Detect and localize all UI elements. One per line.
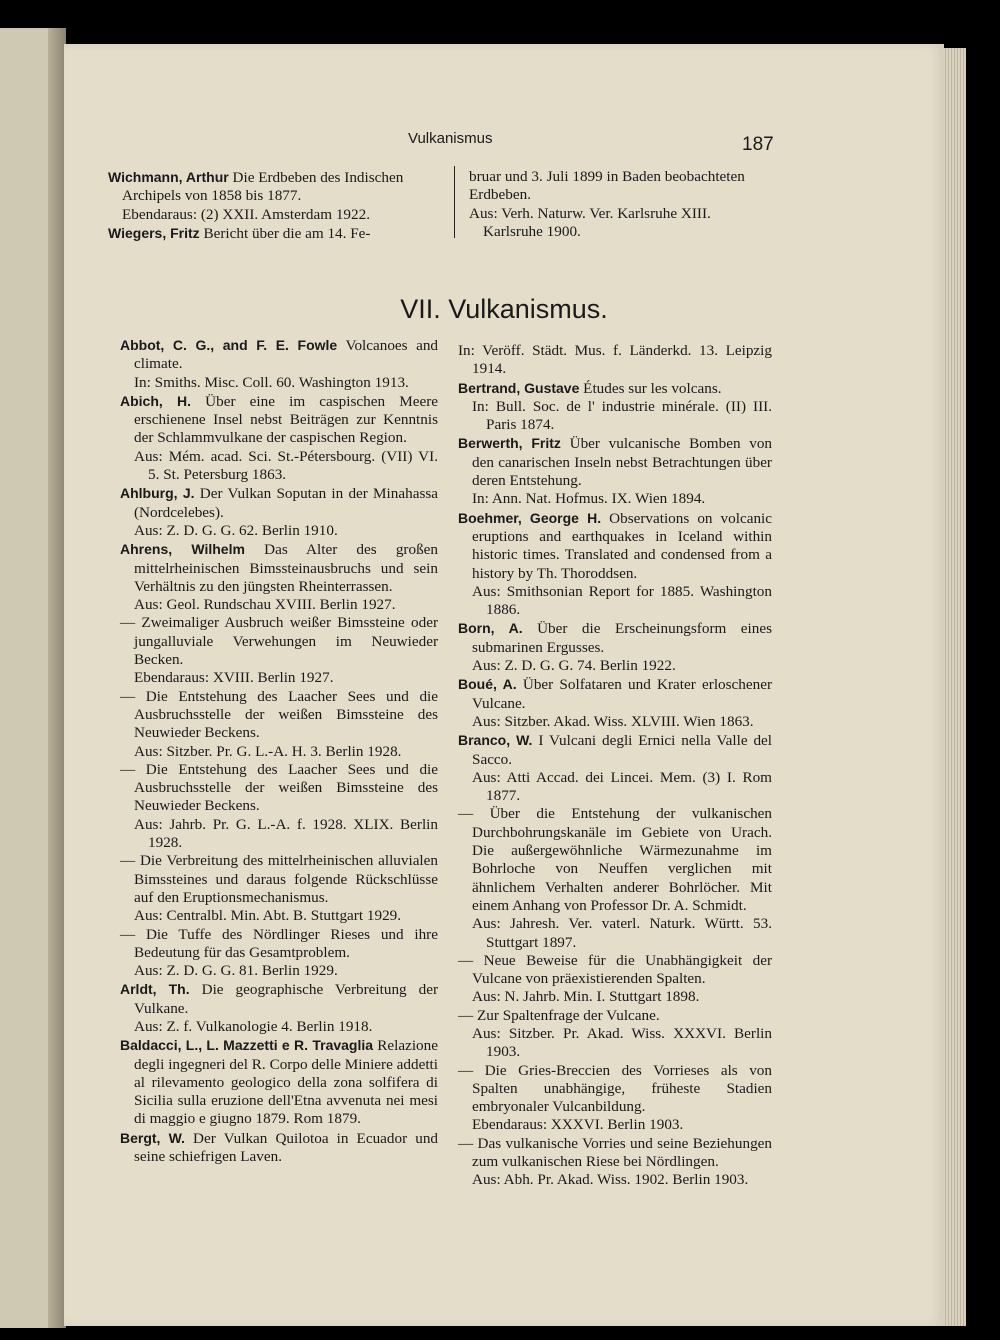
entry-author: Abbot, C. G., and F. E. Fowle [120, 337, 338, 353]
entry-author: Abich, H. [120, 392, 192, 409]
bib-entry [458, 509, 772, 583]
running-title: Vulkanismus [408, 130, 493, 147]
entry-text: Études sur les volcans. [583, 379, 722, 397]
bib-entry [458, 675, 772, 713]
entry-author: Boehmer, George H. [458, 509, 602, 526]
entry-text: Über eine im caspischen Meere erschienene Insel nebst Beiträgen zur Kenntnis der Schlammvulkane der caspischen Region. [134, 392, 439, 447]
entry-source: Aus: Z. D. G. G. 81. Berlin 1929. [134, 962, 338, 980]
entry-author: Wichmann, Arthur [108, 169, 229, 185]
bib-entry [120, 1036, 438, 1128]
entry-text: Über Solfataren und Krater erloschener Vulcane. [472, 676, 773, 712]
entry-text: Erdbeben. [469, 186, 531, 204]
bib-entry [108, 168, 444, 224]
bib-entry [458, 805, 772, 915]
entry-text: Die geographische Verbreitung der Vulkane. [134, 981, 438, 1017]
bib-entry [120, 980, 438, 1018]
right-column [458, 342, 772, 1190]
entry-source: Aus: Geol. Rundschau XVIII. Berlin 1927. [134, 596, 396, 614]
entry-source: Aus: Verh. Naturw. Ver. Karlsruhe XIII. [469, 204, 711, 222]
bib-entry [120, 392, 438, 448]
entry-text: Der Vulkan Quilotoa in Ecuador und seine schiefrigen Laven. [134, 1129, 439, 1166]
entry-source: Aus: Z. f. Vulkanologie 4. Berlin 1918. [134, 1017, 373, 1035]
entry-text: Der Vulkan Soputan in der Minahassa (Nordcelebes). [134, 485, 439, 521]
entry-source: Aus: Smithsonian Report for 1885. Washington 1886. [472, 582, 772, 619]
bib-entry [120, 484, 438, 522]
entry-author: Boué, A. [458, 676, 517, 693]
top-right-block [469, 168, 799, 241]
entry-author: Wiegers, Fritz [108, 224, 200, 241]
bib-entry [120, 688, 438, 743]
entry-text: I Vulcani degli Ernici nella Valle del Sacco. [472, 732, 773, 768]
page-number: 187 [742, 134, 774, 155]
left-page-edge [0, 28, 55, 1328]
entry-source: Aus: Z. D. G. G. 62. Berlin 1910. [134, 521, 338, 539]
bib-entry [458, 434, 772, 490]
bib-entry [458, 731, 772, 769]
entry-text: Über die Erscheinungsform eines submarinen Ergusses. [472, 620, 773, 656]
entry-text: — Die Gries-Breccien des Vorrieses als von Spalten unabhängige, früheste Stadien embryonaler Vulcanbildung. [458, 1061, 772, 1116]
bib-entry [108, 224, 444, 243]
entry-text: — Zur Spaltenfrage der Vulcane. [458, 1006, 660, 1024]
entry-text: — Zweimaliger Ausbruch weißer Bimssteine oder jungalluviale Verwehungen im Neuwieder Becken. [120, 614, 438, 669]
entry-text: — Über die Entstehung der vulkanischen Durchbohrungskanäle im Gebiete von Urach. Die außergewöhnliche Wärmezunahme im Bohrloche von Neuffen verglichen mit ähnlichem Verhalten anderer Bohrlöcher. Mit einem Anhang von Professor Dr. A. Schmidt. [458, 805, 772, 914]
entry-source: Aus: N. Jahrb. Min. I. Stuttgart 1898. [472, 988, 700, 1006]
entry-author: Ahlburg, J. [120, 485, 195, 502]
entry-author: Baldacci, L., L. Mazzetti e R. Travaglia [120, 1037, 374, 1054]
entry-author: Arldt, Th. [120, 981, 190, 998]
entry-text: bruar und 3. Juli 1899 in Baden beobachteten [469, 168, 745, 185]
entry-text: — Neue Beweise für die Unabhängigkeit der Vulcane von präexistierenden Spalten. [458, 951, 772, 988]
entry-source: Aus: Abh. Pr. Akad. Wiss. 1902. Berlin 1903. [472, 1171, 749, 1189]
entry-text: Das Alter des großen mittelrheinischen Bimssteinausbruchs und sein Verhältnis zu den jüngsten Rheinterrassen. [134, 541, 439, 595]
bib-entry [120, 761, 438, 816]
bib-entry [458, 1062, 772, 1117]
entry-source: Ebendaraus: XVIII. Berlin 1927. [134, 669, 334, 687]
bib-entry [120, 852, 438, 907]
entry-text: In: Veröff. Städt. Mus. f. Länderkd. 13. Leipzig 1914. [458, 342, 772, 378]
entry-source: In: Ann. Nat. Hofmus. IX. Wien 1894. [472, 490, 706, 508]
bib-entry [120, 540, 438, 596]
entry-text: — Die Entstehung des Laacher Sees und die Ausbruchsstelle der weißen Bimssteine des Neuwieder Beckens. [120, 760, 438, 815]
bib-entry [120, 336, 438, 374]
entry-source: Aus: Jahrb. Pr. G. L.-A. f. 1928. XLIX. Berlin 1928. [134, 815, 438, 852]
entry-author: Ahrens, Wilhelm [120, 541, 245, 558]
bib-entry [120, 1129, 438, 1167]
bib-entry [120, 614, 438, 669]
entry-text: — Die Tuffe des Nördlinger Rieses und ihre Bedeutung für das Gesamtproblem. [120, 925, 438, 961]
bib-entry [458, 952, 772, 989]
bib-entry [458, 1135, 772, 1172]
entry-text: — Das vulkanische Vorries und seine Beziehungen zum vulkanischen Riese bei Nördlingen. [458, 1134, 772, 1171]
entry-source: Aus: Atti Accad. dei Lincei. Mem. (3) I. Rom 1877. [472, 768, 772, 805]
entry-source: In: Smiths. Misc. Coll. 60. Washington 1913. [134, 373, 409, 391]
entry-text: Relazione degli ingegneri del R. Corpo delle Miniere addetti al rilevamento geologico della zona solfifera di Sicilia sulla eruzione dell'Etna avvenuta nei mesi di maggio e giugno 1879. Rom 1879. [134, 1037, 438, 1128]
entry-text: Observations on volcanic eruptions and earthquakes in Iceland within historic times. Translated and condensed from a history by Th. Thoroddsen. [472, 509, 773, 582]
entry-text: Archipels von 1858 bis 1877. [122, 187, 302, 205]
book-page [64, 44, 944, 1326]
column-divider [454, 166, 455, 238]
bib-entry [458, 619, 772, 657]
entry-author: Berwerth, Fritz [458, 435, 561, 452]
entry-source: In: Bull. Soc. de l' industrie minérale. (II) III. Paris 1874. [472, 397, 772, 434]
entry-source: Karlsruhe 1900. [483, 222, 581, 240]
entry-source: Ebendaraus: (2) XXII. Amsterdam 1922. [122, 205, 370, 223]
bib-entry [458, 342, 772, 379]
entry-author: Born, A. [458, 620, 523, 637]
entry-source: Aus: Z. D. G. G. 74. Berlin 1922. [472, 657, 676, 675]
bib-entry [458, 1007, 772, 1025]
entry-text: Bericht über die am 14. Fe- [203, 224, 371, 242]
entry-author: Bertrand, Gustave [458, 379, 580, 396]
entry-source: Aus: Centralbl. Min. Abt. B. Stuttgart 1929. [134, 907, 402, 925]
entry-source: Aus: Sitzber. Pr. G. L.-A. H. 3. Berlin 1928. [134, 742, 402, 760]
left-column [120, 336, 438, 1166]
entry-text: Volcanoes and climate. [134, 337, 439, 373]
bib-entry [120, 926, 438, 963]
entry-source: Aus: Sitzber. Akad. Wiss. XLVIII. Wien 1863. [472, 712, 754, 730]
entry-text: — Die Verbreitung des mittelrheinischen alluvialen Bimssteines und daraus folgende Rückschlüsse auf den Eruptionsmechanismus. [120, 852, 438, 906]
entry-source: Aus: Sitzber. Pr. Akad. Wiss. XXXVI. Berlin 1903. [472, 1024, 772, 1061]
entry-author: Bergt, W. [120, 1129, 185, 1146]
entry-text: Über vulcanische Bomben von den canarischen Inseln nebst Betrachtungen über deren Entstehung. [472, 435, 773, 490]
entry-source: Aus: Jahresh. Ver. vaterl. Naturk. Württ. 53. Stuttgart 1897. [472, 915, 772, 951]
top-left-block [108, 168, 444, 243]
entry-source: Ebendaraus: XXXVI. Berlin 1903. [472, 1116, 684, 1134]
entry-author: Branco, W. [458, 732, 533, 749]
section-title: VII. Vulkanismus. [400, 294, 608, 324]
bib-entry [458, 379, 772, 398]
entry-source: Aus: Mém. acad. Sci. St.-Pétersbourg. (VII) VI. 5. St. Petersburg 1863. [134, 447, 438, 484]
entry-text: Die Erdbeben des Indischen [232, 169, 404, 186]
entry-text: — Die Entstehung des Laacher Sees und die Ausbruchsstelle der weißen Bimssteine des Neuwieder Beckens. [120, 687, 438, 742]
